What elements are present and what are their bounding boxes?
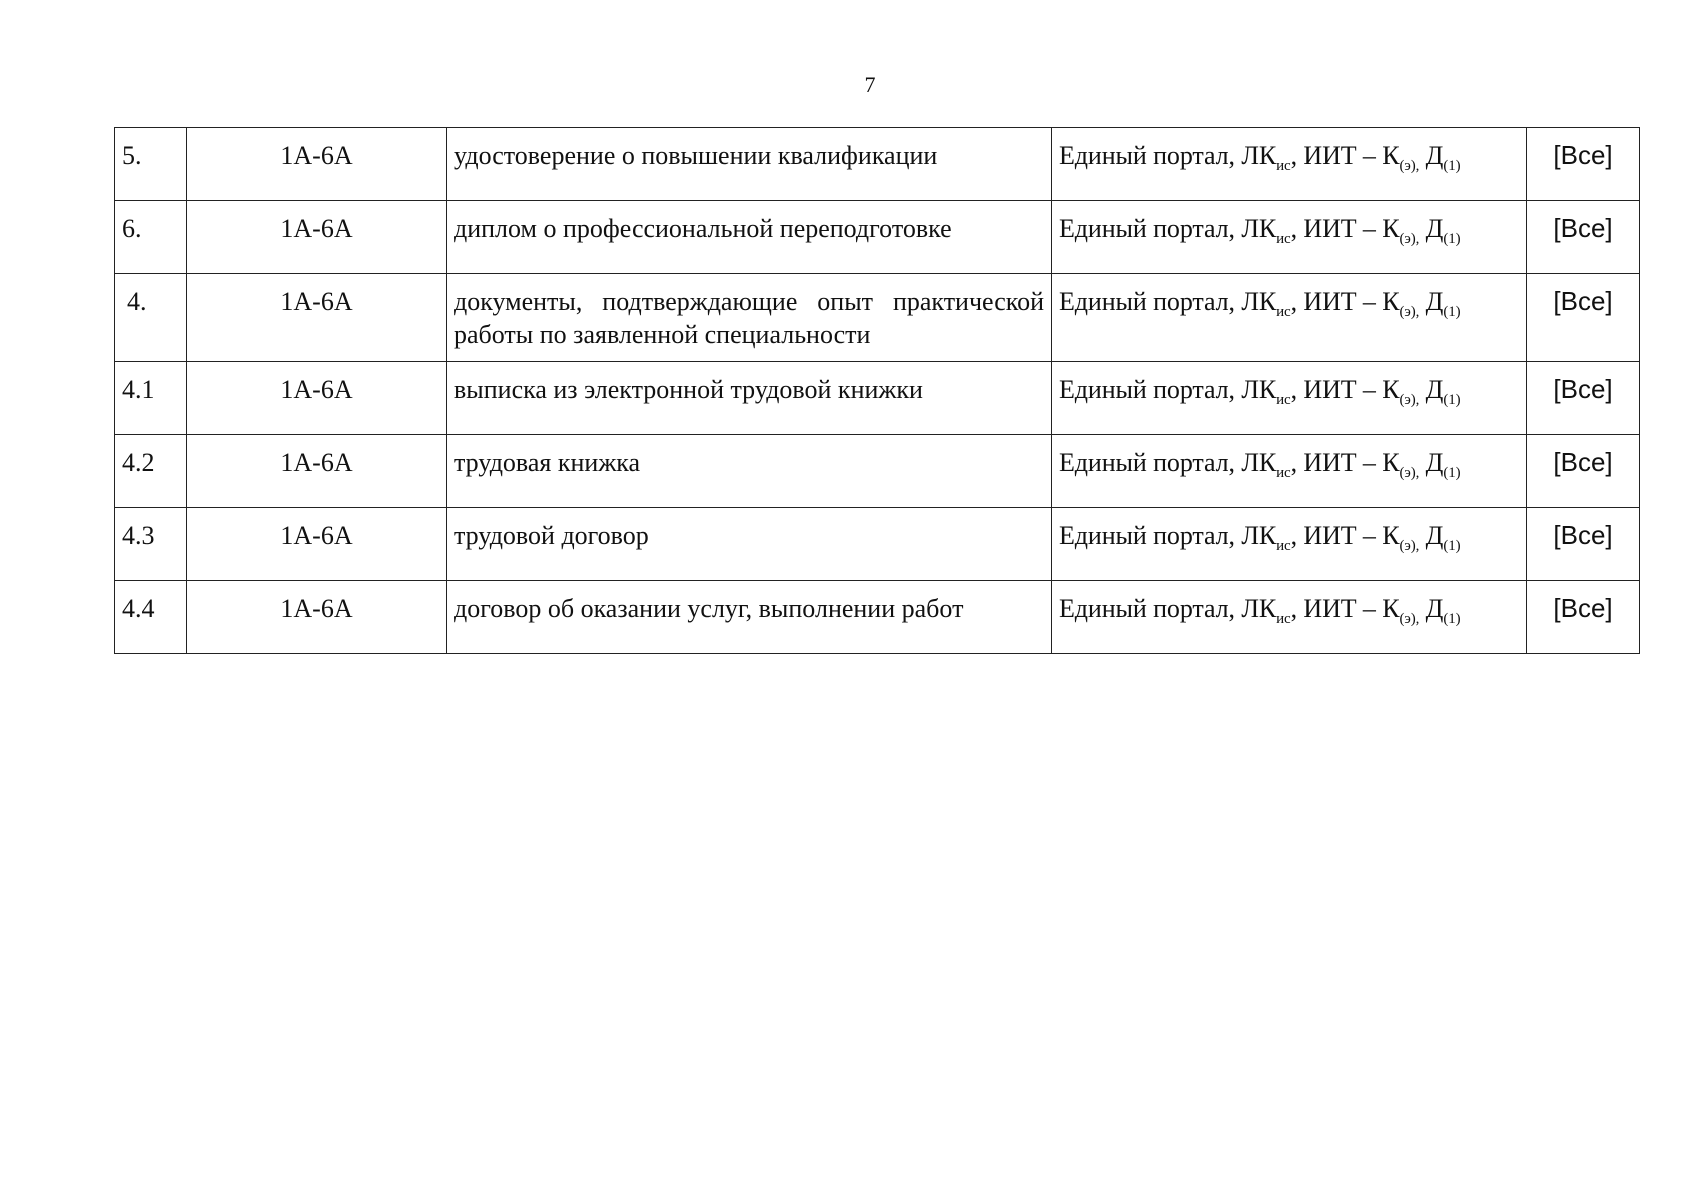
row-access: [Все] — [1527, 581, 1640, 654]
row-code: 1А-6А — [187, 581, 447, 654]
row-access: [Все] — [1527, 508, 1640, 581]
row-document: документы, подтверждающие опыт практической работы по заявленной специальности — [447, 274, 1052, 362]
row-number: 4.2 — [115, 435, 187, 508]
row-number: 4.1 — [115, 362, 187, 435]
row-code: 1А-6А — [187, 128, 447, 201]
row-access: [Все] — [1527, 128, 1640, 201]
row-number: 4. — [115, 274, 187, 362]
row-source: Единый портал, $ЛК_{ис}$, ИИТ – $К_{(э),}$ $Д_{(1)}$ — [1052, 435, 1527, 508]
table-row — [115, 581, 1640, 654]
row-document: удостоверение о повышении квалификации — [447, 128, 1052, 201]
row-document: трудовая книжка — [447, 435, 1052, 508]
table-row — [115, 201, 1640, 274]
row-number: 4.4 — [115, 581, 187, 654]
row-document: трудовой договор — [447, 508, 1052, 581]
documents-table — [114, 127, 1640, 654]
row-number: 4.3 — [115, 508, 187, 581]
page-number: 7 — [864, 72, 876, 97]
row-source: Единый портал, $ЛК_{ис}$, ИИТ – $К_{(э),}$ $Д_{(1)}$ — [1052, 581, 1527, 654]
row-code: 1А-6А — [187, 274, 447, 362]
row-source: Единый портал, $ЛК_{ис}$, ИИТ – $К_{(э),}$ $Д_{(1)}$ — [1052, 274, 1527, 362]
table-row — [115, 362, 1640, 435]
row-document: договор об оказании услуг, выполнении работ — [447, 581, 1052, 654]
row-access: [Все] — [1527, 201, 1640, 274]
row-source: Единый портал, $ЛК_{ис}$, ИИТ – $К_{(э),}$ $Д_{(1)}$ — [1052, 201, 1527, 274]
row-code: 1А-6А — [187, 435, 447, 508]
row-code: 1А-6А — [187, 362, 447, 435]
table-row — [115, 274, 1640, 362]
table-row — [115, 508, 1640, 581]
row-document: выписка из электронной трудовой книжки — [447, 362, 1052, 435]
table-row — [115, 128, 1640, 201]
row-source: Единый портал, $ЛК_{ис}$, ИИТ – $К_{(э),}$ $Д_{(1)}$ — [1052, 128, 1527, 201]
row-document: диплом о профессиональной переподготовке — [447, 201, 1052, 274]
row-code: 1А-6А — [187, 508, 447, 581]
row-source: Единый портал, $ЛК_{ис}$, ИИТ – $К_{(э),}$ $Д_{(1)}$ — [1052, 362, 1527, 435]
row-access: [Все] — [1527, 435, 1640, 508]
row-access: [Все] — [1527, 362, 1640, 435]
row-number: 5. — [115, 128, 187, 201]
row-source: Единый портал, $ЛК_{ис}$, ИИТ – $К_{(э),}$ $Д_{(1)}$ — [1052, 508, 1527, 581]
table-row — [115, 435, 1640, 508]
row-access: [Все] — [1527, 274, 1640, 362]
row-number: 6. — [115, 201, 187, 274]
row-code: 1А-6А — [187, 201, 447, 274]
